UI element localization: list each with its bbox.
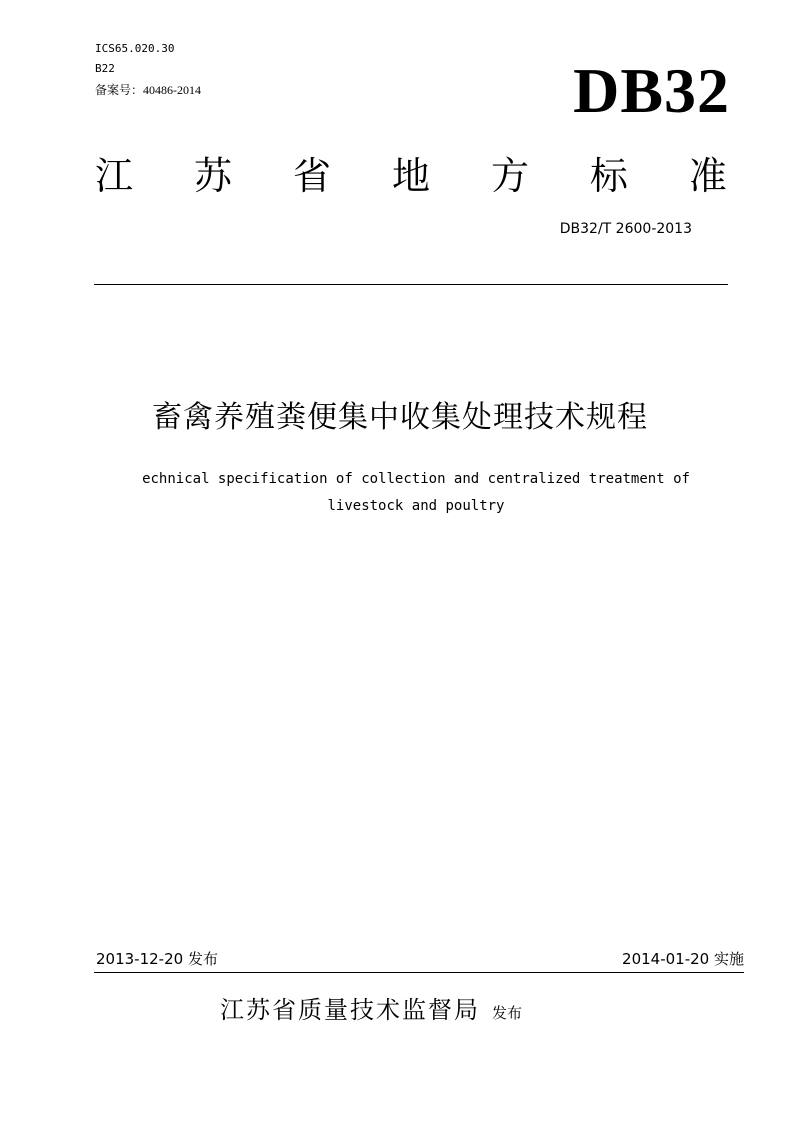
- standard-type-title: [95, 144, 727, 200]
- top-divider: [94, 284, 728, 285]
- standard-code: DB32/T 2600-2013: [559, 221, 692, 237]
- implement-date: 2014-01-20 实施: [622, 950, 744, 968]
- db32-logo: DB32: [573, 55, 730, 126]
- standard-type-char: 标: [589, 153, 628, 198]
- title-en-line: livestock and poultry: [327, 498, 505, 514]
- standard-type-char: 准: [688, 153, 727, 198]
- issuer: [220, 990, 522, 1025]
- standard-type-char: 地: [391, 153, 430, 198]
- record-number: 备案号：40486-2014: [95, 83, 201, 97]
- standard-type-char: 苏: [193, 153, 232, 198]
- classification-code: B22: [95, 62, 115, 75]
- standard-type-char: 江: [95, 153, 134, 198]
- document-title-en: [100, 466, 732, 520]
- publish-date: 2013-12-20 发布: [96, 950, 218, 968]
- document-title-cn: 畜禽养殖粪便集中收集处理技术规程: [152, 400, 648, 435]
- bottom-divider: [94, 972, 744, 973]
- issuer-suffix: 发布: [492, 1004, 523, 1022]
- ics-code: ICS65.020.30: [95, 42, 175, 55]
- standard-type-char: 方: [490, 153, 529, 198]
- title-en-line: echnical specification of collection and centralized treatment of: [142, 471, 690, 487]
- standard-type-char: 省: [292, 153, 331, 198]
- issuer-name: 江苏省质量技术监督局: [220, 996, 480, 1024]
